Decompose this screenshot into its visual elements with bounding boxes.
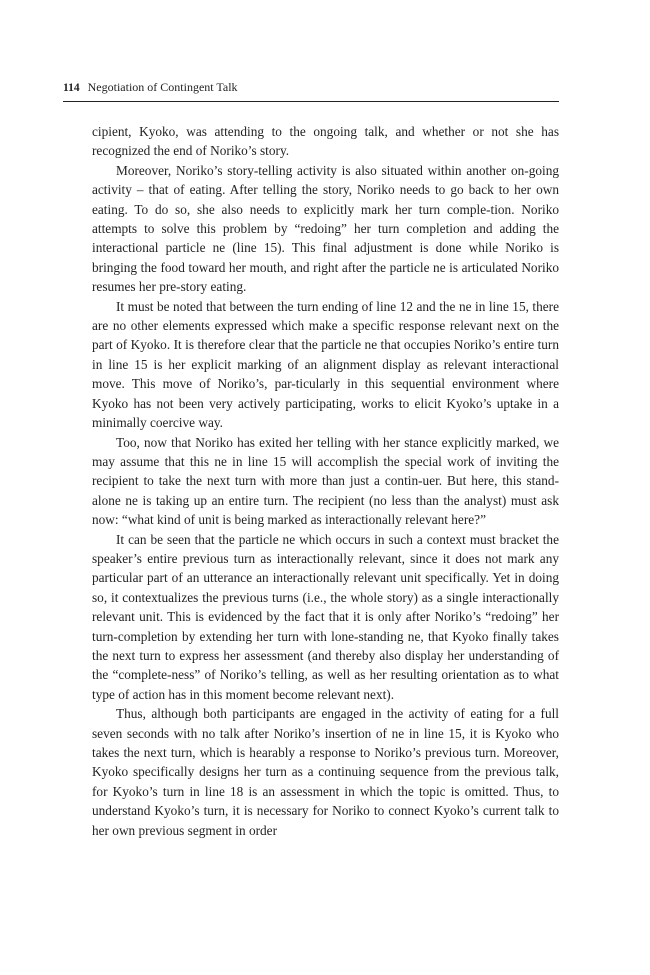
body-text: [92, 122, 559, 840]
paragraph: Too, now that Noriko has exited her telling with her stance explicitly marked, we may assume that this ne in line 15 will accomplish the special work of inviting the recipient to take the next turn with more than just a contin-uer. But here, this stand-alone ne is taking up an entire turn. The recipient (no less than the analyst) must ask now: “what kind of unit is being marked as interactionally relevant here?”: [92, 434, 559, 528]
paragraph: It must be noted that between the turn ending of line 12 and the ne in line 15, there are no other elements expressed which make a specific response relevant next on the part of Kyoko. It is therefore clear that the particle ne that occupies Noriko’s entire turn in line 15 is her explicit marking of an alignment display as relevant interactional move. This move of Noriko’s, par-ticularly in this sequential environment where Kyoko has not been very actively participating, works to elicit Kyoko’s uptake in a minimally coercive way.: [92, 298, 559, 431]
paragraph: Moreover, Noriko’s story-telling activity is also situated within another on-going activity – that of eating. After telling the story, Noriko needs to go back to her own eating. To do so, she also needs to explicitly mark her turn comple-tion. Noriko attempts to solve this problem by “redoing” her turn completion and adding the interactional particle ne (line 15). This final adjustment is done while Noriko is bringing the food toward her mouth, and right after the particle ne is articulated Noriko resumes her pre-story eating.: [92, 162, 559, 295]
page-number: 114: [63, 82, 80, 94]
running-title: Negotiation of Contingent Talk: [87, 80, 238, 94]
paragraph: cipient, Kyoko, was attending to the ongoing talk, and whether or not she has recognized the end of Noriko’s story.: [92, 124, 559, 159]
paragraph: Thus, although both participants are engaged in the activity of eating for a full seven seconds with no talk after Noriko’s insertion of ne in line 15, it is Kyoko who takes the next turn, which is hearably a response to Noriko’s previous turn. Moreover, Kyoko specifically designs her turn as a continuing sequence from the previous talk, for Kyoko’s turn in line 18 is an assessment in which the topic is omitted. Thus, to understand Kyoko’s turn, it is necessary for Noriko to connect Kyoko’s current talk to her own previous segment in order: [92, 706, 559, 838]
running-header: [63, 79, 559, 102]
paragraph: It can be seen that the particle ne which occurs in such a context must bracket the speaker’s entire previous turn as interactionally relevant, since it does not mark any particular part of an utterance an interactionally relevant unit specifically. Yet in doing so, it contextualizes the previous turns (i.e., the whole story) as a single interactionally relevant unit. This is evidenced by the fact that it is only after Noriko’s “redoing” her turn-completion by extending her turn with lone-standing ne, that Kyoko finally takes the next turn to express her assessment (and thereby also display her understanding of the “complete-ness” of Noriko’s telling, as well as her resulting orientation as to what type of action has in this moment become relevant next).: [92, 531, 559, 702]
